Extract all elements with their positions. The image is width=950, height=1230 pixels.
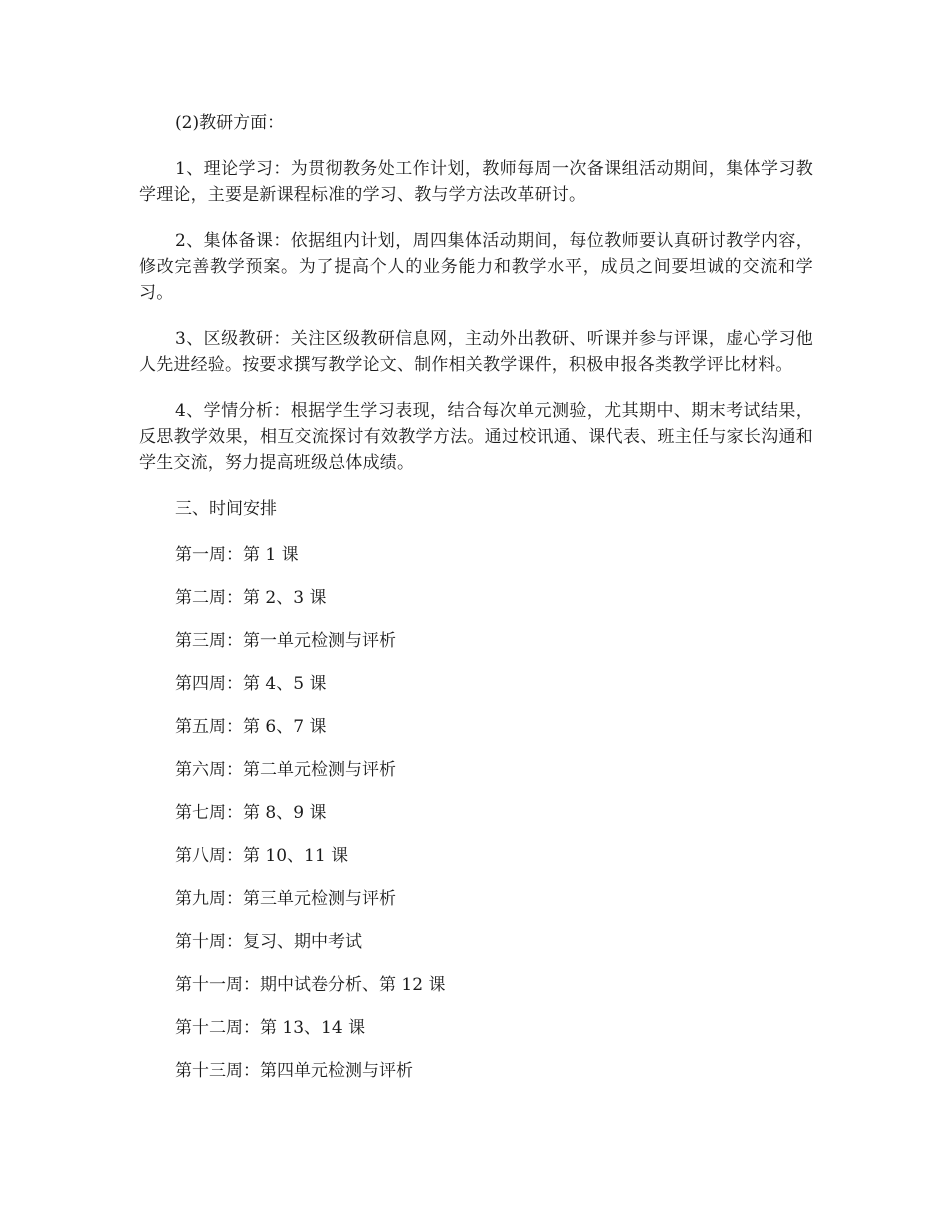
paragraph-learning-analysis: 4、学情分析：根据学生学习表现，结合每次单元测验，尤其期中、期末考试结果，反思教学效果，相互交流探讨有效教学方法。通过校讯通、课代表、班主任与家长沟通和学生交流，努力提高班级总体成绩。 — [139, 401, 813, 473]
paragraph-theory-study: 1、理论学习：为贯彻教务处工作计划，教师每周一次备课组活动期间，集体学习教学理论，主要是新课程标准的学习、教与学方法改革研讨。 — [139, 159, 813, 205]
schedule-item-week-5: 第五周：第 6、7 课 — [175, 717, 327, 737]
schedule-item-week-3: 第三周：第一单元检测与评析 — [175, 631, 396, 651]
schedule-item-week-13: 第十三周：第四单元检测与评析 — [175, 1061, 413, 1081]
schedule-item-week-8: 第八周：第 10、11 课 — [175, 846, 349, 866]
schedule-item-week-9: 第九周：第三单元检测与评析 — [175, 889, 396, 909]
paragraph-group-lesson-prep: 2、集体备课：依据组内计划，周四集体活动期间，每位教师要认真研讨教学内容，修改完善教学预案。为了提高个人的业务能力和教学水平，成员之间要坦诚的交流和学习。 — [139, 231, 813, 303]
schedule-list — [139, 542, 813, 1084]
schedule-item-week-10: 第十周：复习、期中考试 — [175, 932, 362, 952]
schedule-item-week-7: 第七周：第 8、9 课 — [175, 803, 327, 823]
schedule-item-week-1: 第一周：第 1 课 — [175, 545, 299, 565]
schedule-heading: 三、时间安排 — [175, 499, 277, 519]
section-heading-teaching-research: (2)教研方面： — [175, 113, 285, 133]
schedule-item-week-6: 第六周：第二单元检测与评析 — [175, 760, 396, 780]
paragraph-district-research: 3、区级教研：关注区级教研信息网，主动外出教研、听课并参与评课，虚心学习他人先进经验。按要求撰写教学论文、制作相关教学课件，积极申报各类教学评比材料。 — [139, 329, 813, 375]
schedule-item-week-4: 第四周：第 4、5 课 — [175, 674, 327, 694]
document-body — [139, 110, 813, 1101]
schedule-item-week-2: 第二周：第 2、3 课 — [175, 588, 327, 608]
schedule-item-week-12: 第十二周：第 13、14 课 — [175, 1018, 366, 1038]
schedule-item-week-11: 第十一周：期中试卷分析、第 12 课 — [175, 975, 446, 995]
